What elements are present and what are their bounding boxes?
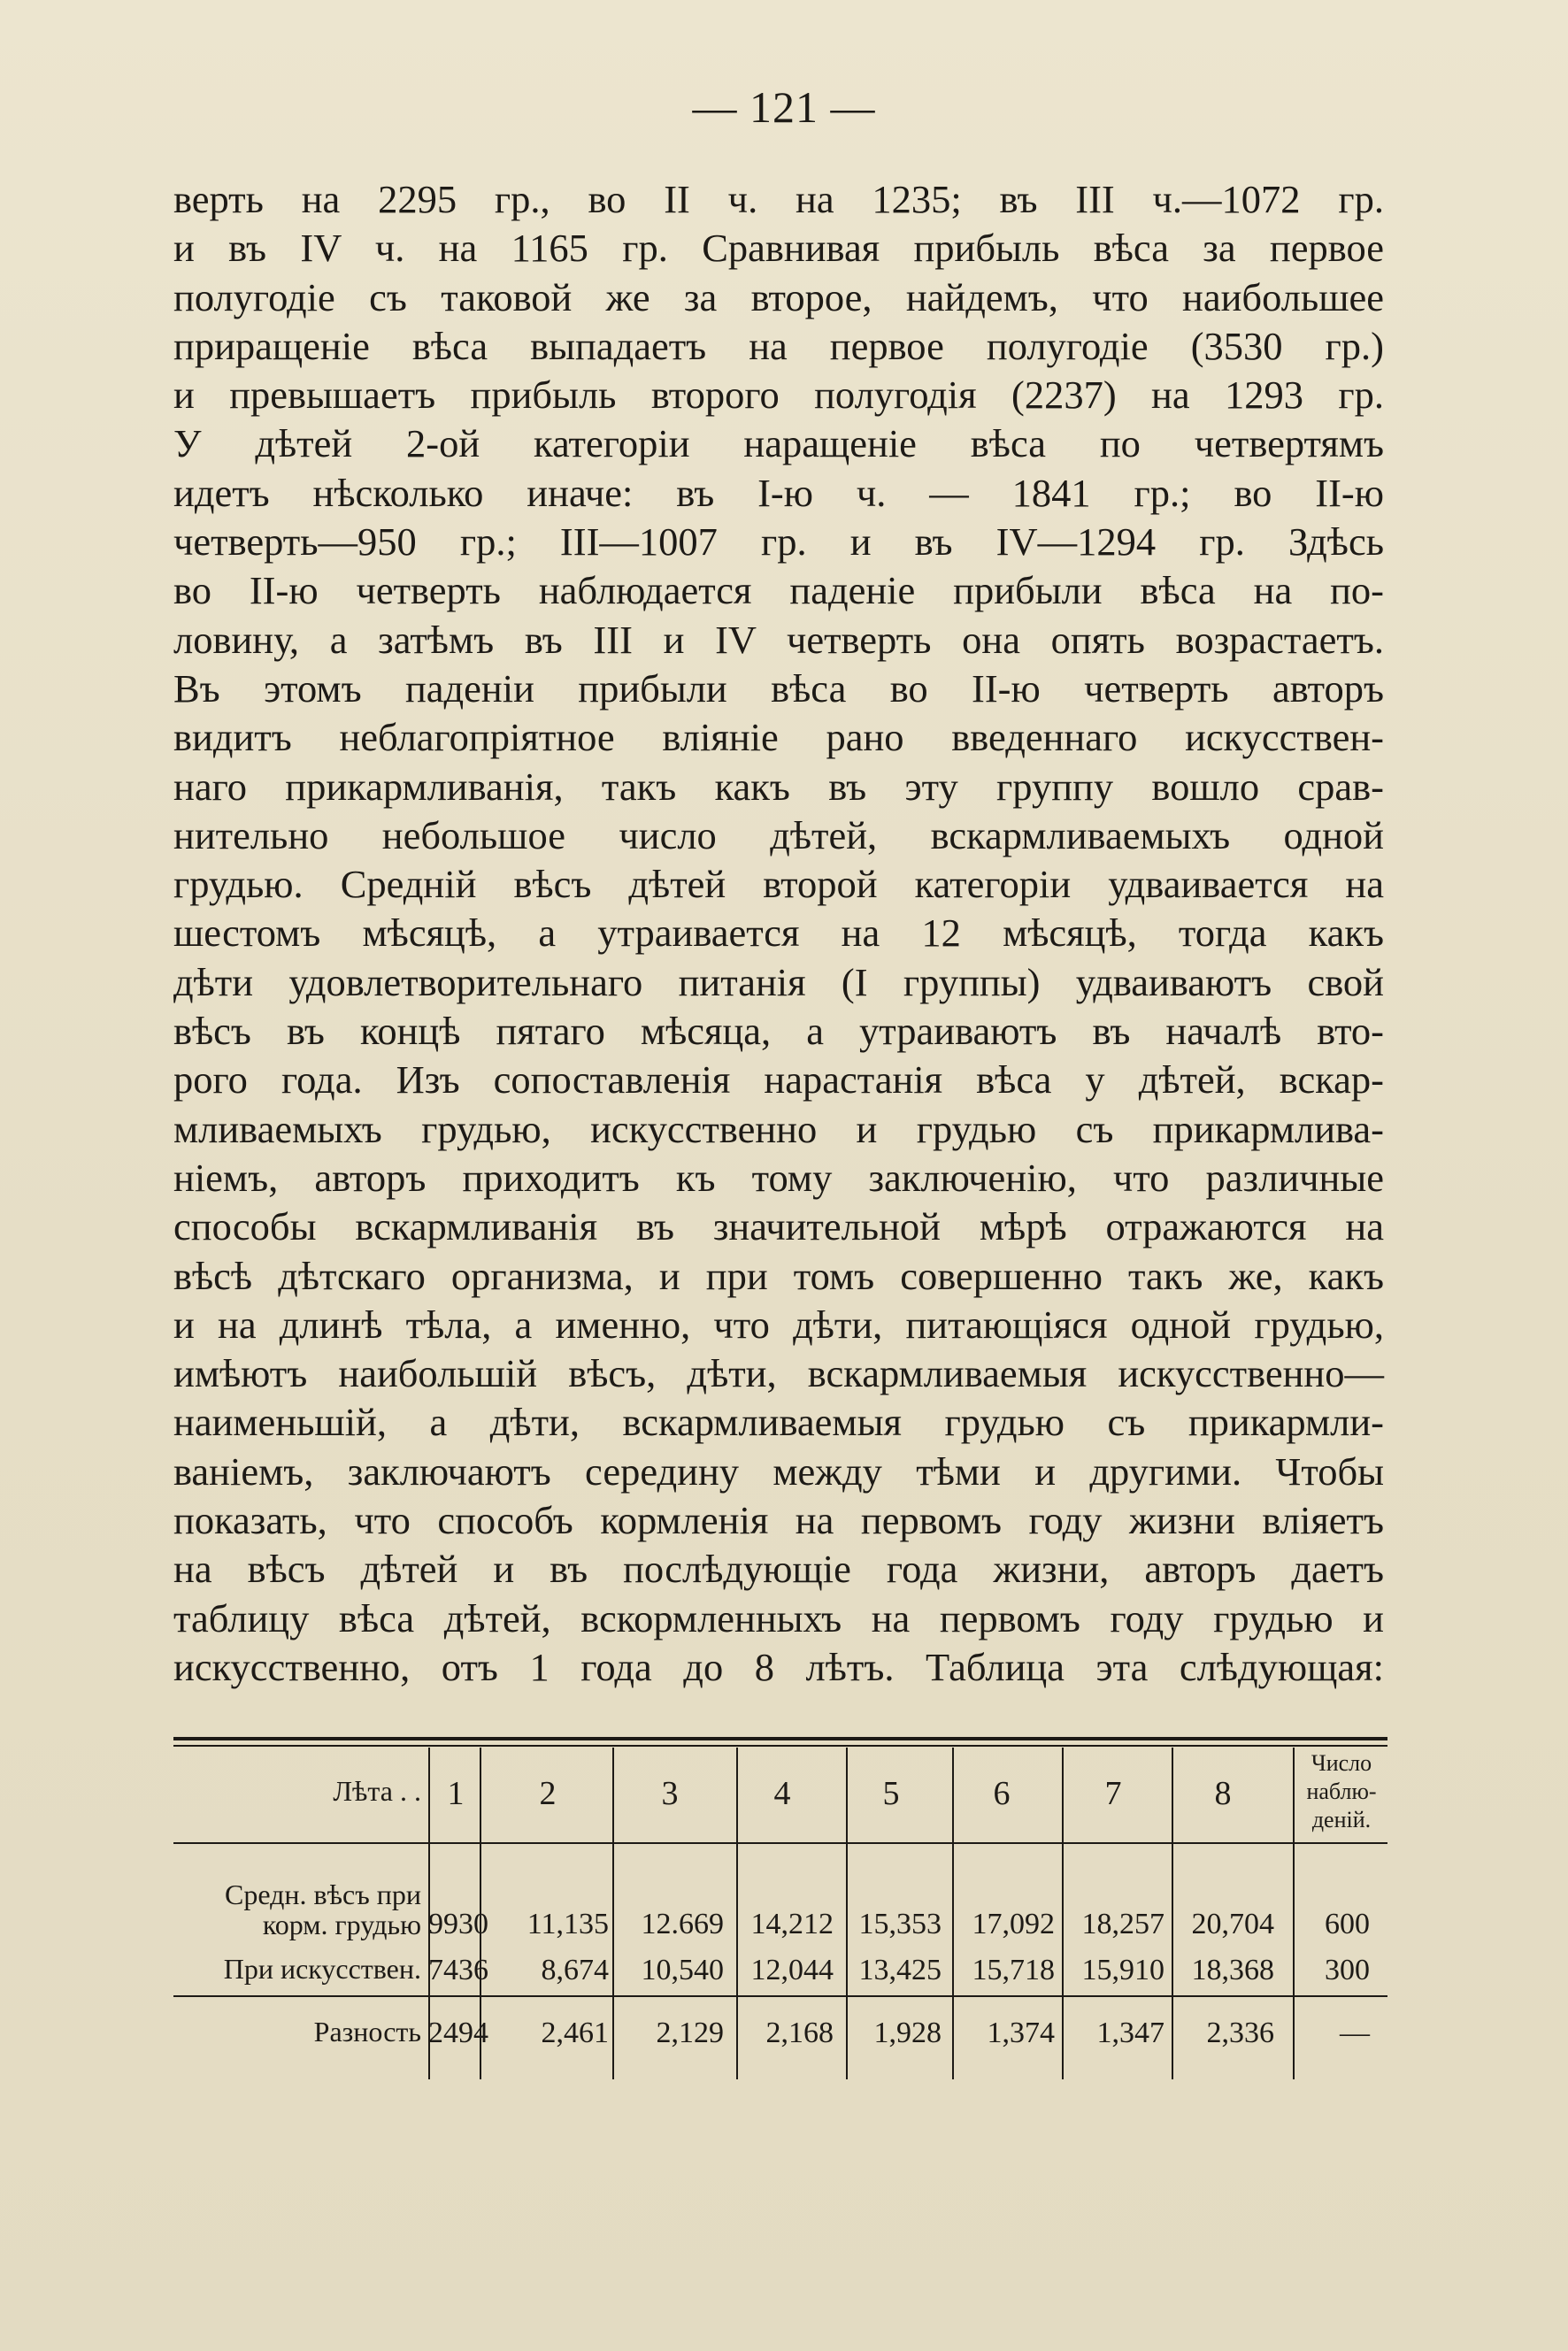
text-line: наго прикармливанія, такъ какъ въ эту группу вошло срав-	[173, 764, 1384, 809]
observations-header-line: деній.	[1311, 1807, 1372, 1832]
text-line: наименьшій, а дѣти, вскармливаемыя грудью съ прикармли-	[173, 1400, 1384, 1445]
table-cell: 2494	[428, 2017, 488, 2049]
table-cell: 15,353	[858, 1908, 942, 1940]
text-line: ваніемъ, заключаютъ середину между тѣми и другими. Чтобы	[173, 1448, 1384, 1494]
row-label: Средн. вѣсъ при	[224, 1878, 421, 1910]
table-cell: 18,257	[1081, 1908, 1164, 1940]
table-cell: 9930	[428, 1908, 488, 1940]
table-rule-header	[173, 1842, 1387, 1844]
text-line: вѣсѣ дѣтскаго организма, и при томъ совершенно такъ же, какъ	[173, 1253, 1384, 1298]
table-column-rule	[1293, 1748, 1295, 2079]
table-rule-top	[173, 1737, 1387, 1740]
year-header: 3	[661, 1775, 679, 1812]
observations-cell: —	[1340, 2017, 1370, 2049]
text-line: дѣти удовлетворительнаго питанія (I группы) удваиваютъ свой	[173, 959, 1384, 1004]
year-header: 4	[773, 1775, 791, 1812]
observations-cell: 300	[1325, 1954, 1370, 1986]
text-line: ловину, а затѣмъ въ III и IV четверть она опять возрастаетъ.	[173, 617, 1384, 662]
row-label: При искусствен.	[223, 1953, 421, 1985]
table-cell: 2,336	[1206, 2017, 1274, 2049]
year-header: 1	[447, 1775, 465, 1812]
table-cell: 2,168	[765, 2017, 834, 2049]
page-number: — 121 —	[692, 82, 876, 132]
text-line: рого года. Изъ сопоставленія нарастанія вѣса у дѣтей, вскар-	[173, 1057, 1384, 1103]
year-header: 6	[993, 1775, 1011, 1812]
text-line: идетъ нѣсколько иначе: въ I-ю ч. — 1841 гр.; во II-ю	[173, 470, 1384, 515]
table-rule-difference	[173, 1995, 1387, 1997]
text-line: грудью. Средній вѣсъ дѣтей второй категоріи удваивается на	[173, 862, 1384, 907]
text-line: и на длинѣ тѣла, а именно, что дѣти, питающіяся одной грудью,	[173, 1302, 1384, 1347]
table-cell: 12,044	[750, 1954, 834, 1986]
table-cell: 11,135	[527, 1908, 609, 1940]
table-cell: 7436	[428, 1954, 488, 1986]
observations-cell: 600	[1325, 1908, 1370, 1940]
table-cell: 15,718	[972, 1954, 1055, 1986]
table-cell: 2,129	[656, 2017, 724, 2049]
row-label: Разность	[313, 2016, 421, 2048]
year-header: 7	[1104, 1775, 1122, 1812]
text-line: приращеніе вѣса выпадаетъ на первое полугодіе (3530 гр.)	[173, 323, 1384, 368]
table-cell: 1,347	[1096, 2017, 1164, 2049]
text-line: показать, что способъ кормленія на первомъ году жизни вліяетъ	[173, 1498, 1384, 1543]
text-line: во II-ю четверть наблюдается паденіе прибыли вѣса на по-	[173, 568, 1384, 613]
text-line: вѣсъ въ концѣ пятаго мѣсяца, а утраиваютъ въ началѣ вто-	[173, 1009, 1384, 1054]
text-line: мливаемыхъ грудью, искусственно и грудью съ прикармлива-	[173, 1106, 1384, 1151]
table-rule-top-thin	[173, 1745, 1387, 1747]
text-line: искусственно, отъ 1 года до 8 лѣтъ. Таблица эта слѣдующая:	[173, 1644, 1384, 1689]
body-text	[173, 175, 1384, 1692]
observations-header	[1295, 1749, 1387, 1834]
table-cell: 14,212	[750, 1908, 834, 1940]
text-line: шестомъ мѣсяцѣ, а утраивается на 12 мѣсяцѣ, тогда какъ	[173, 910, 1384, 956]
table-cell: 20,704	[1191, 1908, 1274, 1940]
text-line: видитъ неблагопріятное вліяніе рано введеннаго искусствен-	[173, 715, 1384, 760]
year-header: 8	[1214, 1775, 1232, 1812]
text-line: таблицу вѣса дѣтей, вскормленныхъ на первомъ году грудью и	[173, 1595, 1384, 1640]
text-line: У дѣтей 2-ой категоріи наращеніе вѣса по четвертямъ	[173, 421, 1384, 466]
table-cell: 13,425	[858, 1954, 942, 1986]
text-line: способы вскармливанія въ значительной мѣрѣ отражаются на	[173, 1204, 1384, 1249]
text-line: нительно небольшое число дѣтей, вскармливаемыхъ одной	[173, 812, 1384, 857]
text-line: имѣютъ наибольшій вѣсъ, дѣти, вскармливаемыя искусственно—	[173, 1351, 1384, 1396]
table-cell: 12.669	[641, 1908, 724, 1940]
table-cell: 8,674	[541, 1954, 609, 1986]
table-cell: 18,368	[1191, 1954, 1274, 1986]
table-cell: 1,374	[987, 2017, 1055, 2049]
table-header-label: Лѣта . .	[333, 1775, 421, 1807]
text-line: на вѣсъ дѣтей и въ послѣдующіе года жизни, авторъ даетъ	[173, 1547, 1384, 1592]
text-line: ніемъ, авторъ приходитъ къ тому заключенію, что различные	[173, 1155, 1384, 1200]
text-line: и превышаетъ прибыль второго полугодія (2237) на 1293 гр.	[173, 373, 1384, 418]
table-cell: 17,092	[972, 1908, 1055, 1940]
text-line: полугодіе съ таковой же за второе, найдемъ, что наибольшее	[173, 274, 1384, 319]
table-cell: 10,540	[641, 1954, 724, 1986]
text-line: Въ этомъ паденіи прибыли вѣса во II-ю четверть авторъ	[173, 665, 1384, 711]
table-cell: 2,461	[541, 2017, 609, 2049]
text-line: верть на 2295 гр., во II ч. на 1235; въ III ч.—1072 гр.	[173, 177, 1384, 221]
text-line: четверть—950 гр.; III—1007 гр. и въ IV—1294 гр. Здѣсь	[173, 519, 1384, 565]
row-label: корм. грудью	[262, 1909, 421, 1940]
table-cell: 1,928	[873, 2017, 942, 2049]
year-header: 2	[539, 1775, 557, 1812]
year-header: 5	[882, 1775, 900, 1812]
table-cell: 15,910	[1081, 1954, 1164, 1986]
observations-header-line: Число	[1311, 1750, 1372, 1776]
text-line: и въ IV ч. на 1165 гр. Сравнивая прибыль вѣса за первое	[173, 226, 1384, 271]
observations-header-line: наблю-	[1306, 1779, 1377, 1804]
